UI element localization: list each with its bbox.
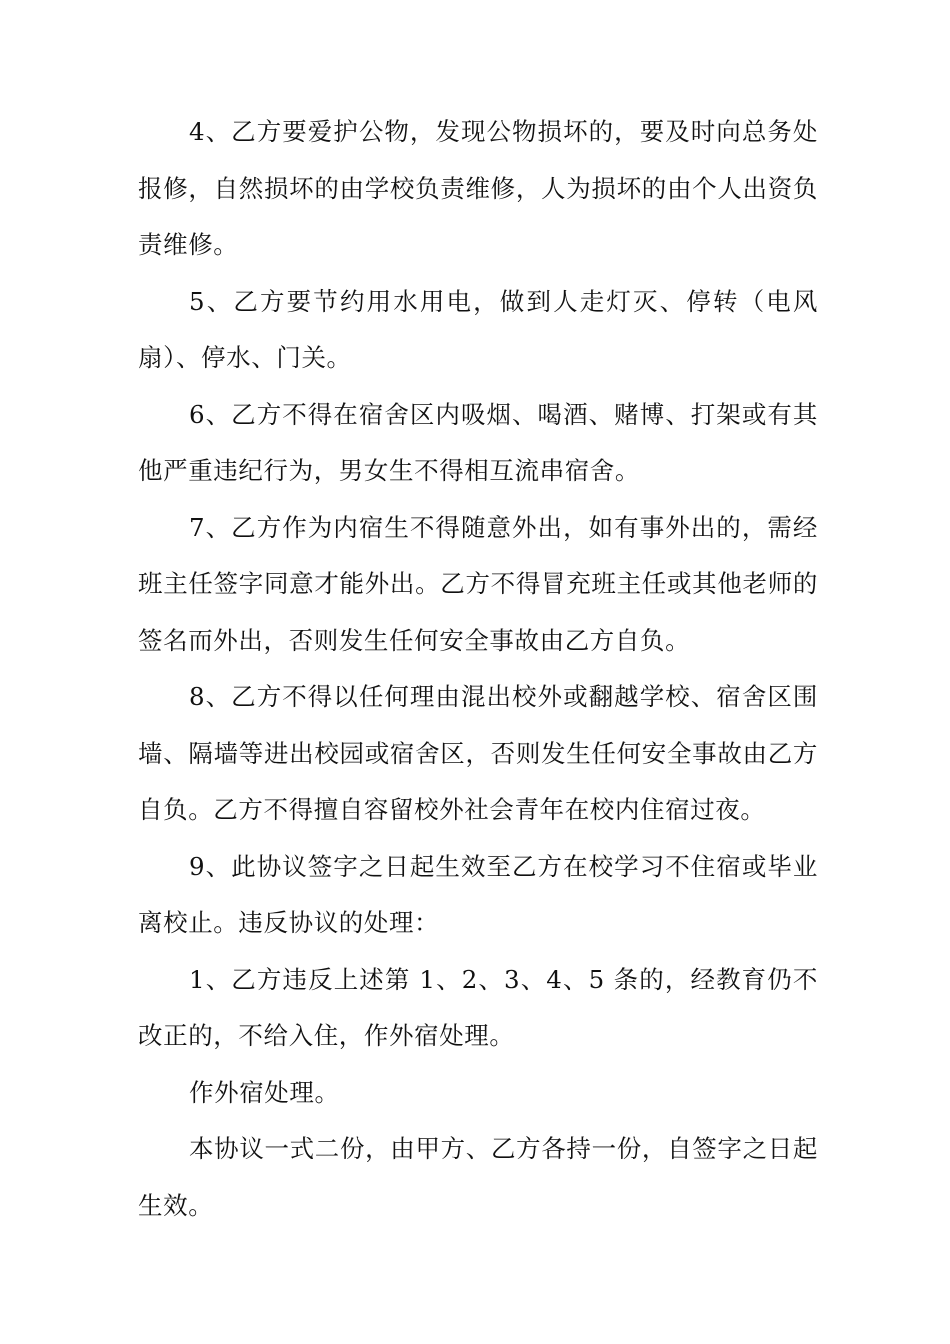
paragraph-rule-7: 7、乙方作为内宿生不得随意外出，如有事外出的，需经班主任签字同意才能外出。乙方不得冒充班主任或其他老师的签名而外出，否则发生任何安全事故由乙方自负。 — [138, 512, 818, 655]
paragraph-rule-6: 6、乙方不得在宿舍区内吸烟、喝酒、赌博、打架或有其他严重违纪行为，男女生不得相互流串宿舍。 — [138, 399, 818, 485]
paragraph-rule-4: 4、乙方要爱护公物，发现公物损坏的，要及时向总务处报修，自然损坏的由学校负责维修，人为损坏的由个人出资负责维修。 — [138, 117, 818, 259]
paragraph-rule-8: 8、乙方不得以任何理由混出校外或翻越学校、宿舍区围墙、隔墙等进出校园或宿舍区，否则发生任何安全事故由乙方自负。乙方不得擅自容留校外社会青年在校内住宿过夜。 — [138, 682, 818, 824]
paragraph-agreement-copies: 本协议一式二份，由甲方、乙方各持一份，自签字之日起生效。 — [138, 1134, 818, 1220]
paragraph-rule-9: 9、此协议签字之日起生效至乙方在校学习不住宿或毕业离校止。违反协议的处理： — [138, 851, 818, 937]
paragraph-violation-1: 1、乙方违反上述第 1、2、3、4、5 条的，经教育仍不改正的，不给入住，作外宿处理。 — [138, 964, 818, 1050]
paragraph-rule-5: 5、乙方要节约用水用电，做到人走灯灭、停转（电风扇）、停水、门关。 — [138, 286, 818, 372]
document-body — [138, 104, 818, 1234]
paragraph-external-lodging: 作外宿处理。 — [189, 1077, 340, 1107]
